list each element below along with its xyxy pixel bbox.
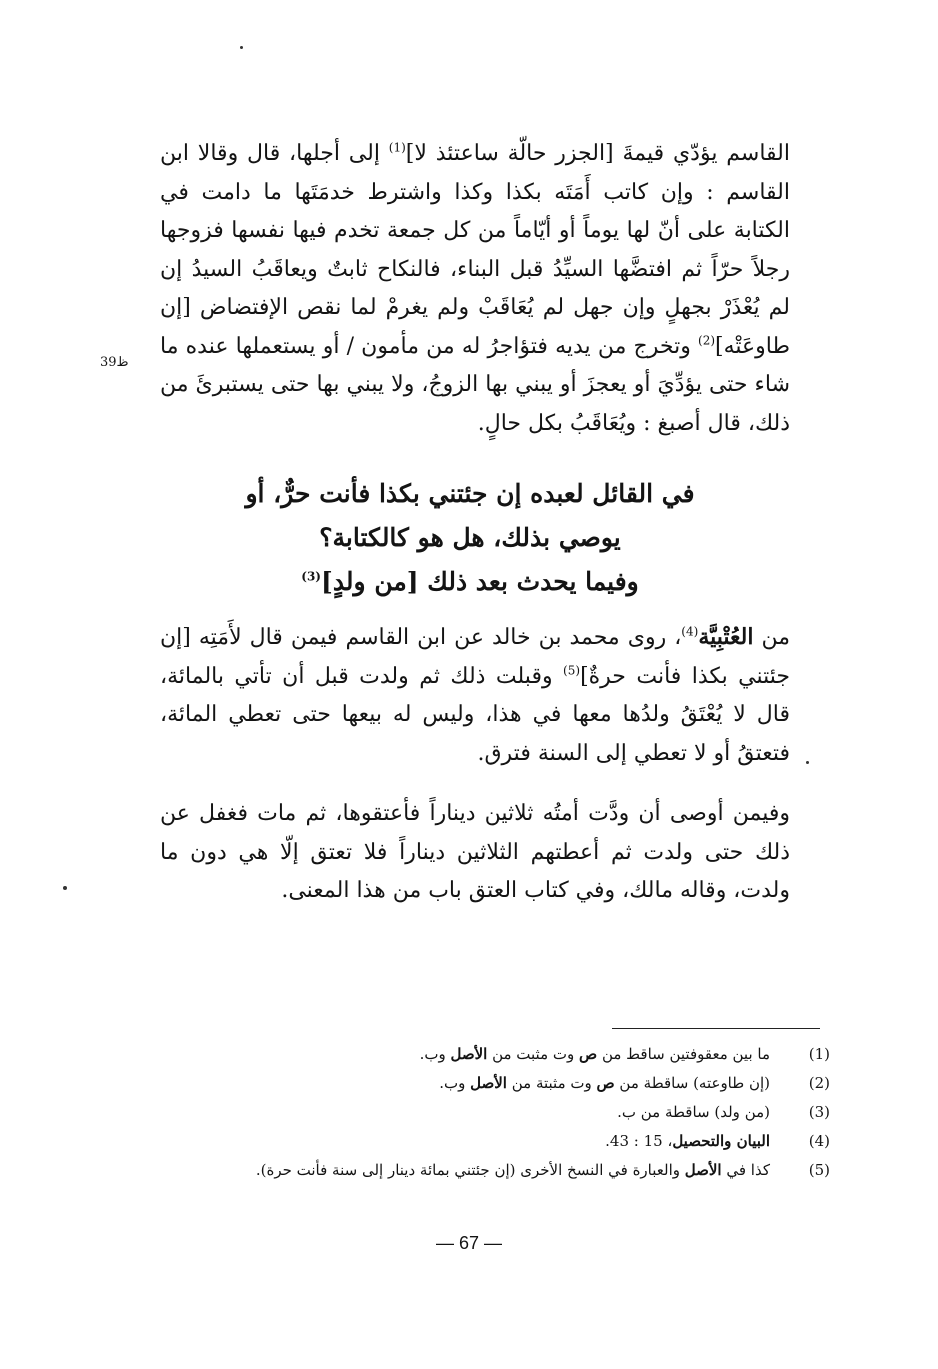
paragraph-1-middle: إلى أجلها، قال وقالا ابن القاسم : وإن كاتب أَمَتَه بكذا وكذا واشترط خدمَتَها ما دامت في الكتابة على أنّ لها يوماً أو أيّاماً من كل جمعة تخدم فيها نفسها فزوجها رجلاً حرّاً ثم افتضَّها السيِّدُ قبل البناء، فالنكاح ثابتٌ ويعاقَبُ السيدُ إن لم يُعْذَرْ بجهلٍ وإن جهل لم يُعَاقَبْ ولم يغرمْ لما نقص الإفتضاض [إن طاوعَتْه] <box>160 141 790 359</box>
fn-part: ، 15 : 43. <box>605 1132 673 1150</box>
scan-speck <box>806 761 809 764</box>
paragraph-3: وفيمن أوصى أن ودَّت أمتُه ثلاثين ديناراً فأعتقوها، ثم مات فغفل عن ذلك حتى ولدت ثم أعطتهم الثلاثين ديناراً فلا تعتق إلّا هي دون ما ولدت، وقاله مالك، وفي كتاب العتق باب من هذا المعنى. <box>160 801 790 903</box>
footnote-text <box>200 1069 782 1098</box>
scan-speck <box>240 46 243 49</box>
fn-part: وت مثبتة من <box>506 1074 597 1092</box>
paragraph-2-end: وقبلت ذلك ثم ولدت قبل أن تأتي بالمائة، قال لا يُعْتَقُ ولدُها معها في هذا، وليس له بيعها حتى تعطي المائة، فتعتقُ أو لا تعطي إلى السنة فترق. <box>160 663 790 766</box>
paragraph-2-start: من <box>753 625 790 650</box>
footnote-item <box>200 1040 830 1069</box>
fn-part: ما بين معقوفتين ساقط من <box>597 1045 770 1063</box>
footnote-item <box>200 1156 830 1185</box>
fn-bold: الأصل <box>684 1161 722 1179</box>
footnote-ref-5[interactable]: (5) <box>563 663 581 678</box>
footnote-text <box>200 1127 782 1156</box>
fn-part: كذا في <box>721 1161 770 1179</box>
footnote-ref-3[interactable]: (3) <box>301 569 321 584</box>
marginal-folio-note: 39ظ <box>100 355 129 370</box>
footnote-number: (3) <box>808 1103 830 1121</box>
paragraph-1-start: القاسم يؤدّي قيمةَ [الجزر حالّة ساعتئذ لا] <box>405 141 790 166</box>
footnote-ref-2[interactable]: (2) <box>698 333 716 348</box>
paragraph-2-middle: ، روى محمد بن خالد عن ابن القاسم فيمن قال لأَمَتِه [إن جئتني بكذا فأنت حرةٌ] <box>160 625 791 689</box>
fn-part: وت مثبت من <box>487 1045 580 1063</box>
fn-bold: البيان والتحصيل <box>672 1132 770 1150</box>
footnote-text <box>200 1156 782 1185</box>
paragraph-1-end: وتخرج من يديه فتؤاجرُ له من مأمون / أو يستعملها عنده ما شاء حتى يؤدِّيَ أو يعجزَ أو يبني بها الزوجُ، ولا يبني بها حتى يستبرئَ من ذلك، قال أصبغ : ويُعَاقَبُ بكل حالٍ. <box>160 333 790 436</box>
footnote-ref-4[interactable]: (4) <box>681 624 699 639</box>
footnote-item <box>200 1069 830 1098</box>
heading-line-3-text: وفيما يحدث بعد ذلك [من ولدٍ] <box>320 567 639 596</box>
section-heading <box>200 472 740 604</box>
heading-line-2: يوصي بذلك، هل هو كالكتابة؟ <box>319 523 621 552</box>
footnote-number: (1) <box>808 1045 830 1063</box>
source-title: العُتْبِيَّة <box>698 624 754 650</box>
heading-line-3 <box>200 560 740 604</box>
main-text-block <box>160 135 790 443</box>
fn-bold: الأصل <box>450 1045 488 1063</box>
footnotes-list <box>200 1040 830 1185</box>
heading-line-1: في القائل لعبده إن جئتني بكذا فأنت حرٌّ، أو <box>245 479 695 508</box>
footnote-text <box>200 1098 782 1127</box>
fn-bold: الأصل <box>470 1074 507 1092</box>
fn-part: وب. <box>439 1074 471 1092</box>
footnote-number: (2) <box>808 1074 830 1092</box>
footnote-item <box>200 1127 830 1156</box>
footnote-ref-1[interactable]: (1) <box>388 140 406 155</box>
scan-speck <box>63 886 67 890</box>
footnote-number: (4) <box>808 1132 830 1150</box>
page-number: — 67 — <box>435 1233 503 1253</box>
footnote-text <box>200 1040 782 1069</box>
paragraph-1 <box>160 135 790 443</box>
fn-bold: ص <box>596 1074 615 1092</box>
paragraph-2 <box>160 618 790 773</box>
fn-part: وب. <box>419 1045 451 1063</box>
fn-part: (إن طاوعته) ساقطة من <box>614 1074 770 1092</box>
fn-bold: ص <box>579 1045 598 1063</box>
second-text-block <box>160 618 790 911</box>
fn-part: (من ولد) ساقطة من ب. <box>617 1103 770 1121</box>
fn-part: والعبارة في النسخ الأخرى (إن جئتني بمائة دينار إلى سنة فأنت حرة). <box>255 1161 685 1179</box>
footnote-number: (5) <box>808 1161 830 1179</box>
footnote-item <box>200 1098 830 1127</box>
footnote-separator <box>612 1028 820 1029</box>
